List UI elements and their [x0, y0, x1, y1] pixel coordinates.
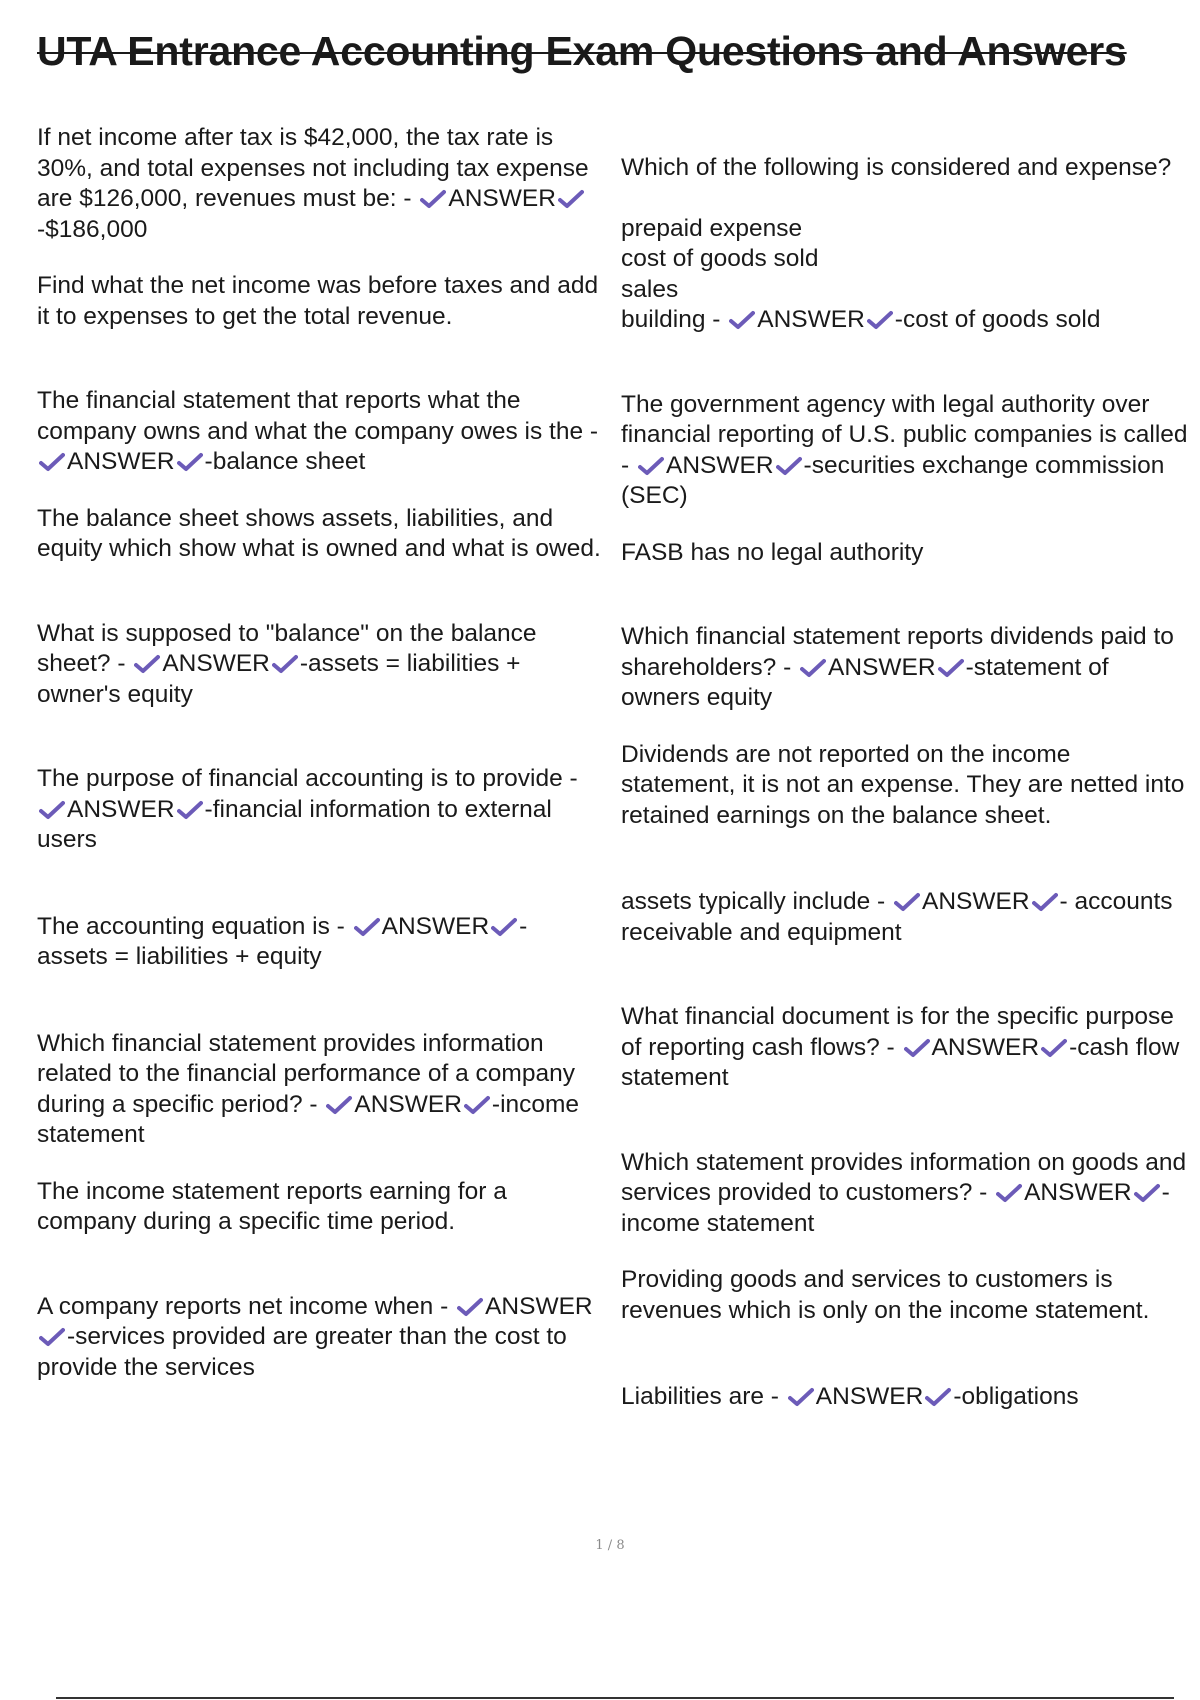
answer-text: -obligations: [953, 1383, 1079, 1410]
answer-text: -balance sheet: [204, 448, 366, 475]
check-icon: [420, 189, 446, 209]
answer-label: ANSWER: [67, 448, 175, 475]
question-text: Which of the following is considered and expense?: [621, 154, 1172, 181]
explanation-text: FASB has no legal authority: [621, 538, 924, 566]
check-icon: [177, 800, 203, 820]
question-text: The financial statement that reports what the company owns and what the company owes is the -: [37, 387, 599, 445]
check-icon: [800, 658, 826, 678]
check-icon: [894, 892, 920, 912]
qa-item: [37, 1029, 602, 1151]
answer-text: - assets = liabilities + equity: [37, 912, 528, 970]
qa-item: [37, 123, 602, 245]
question-text: Liabilities are -: [621, 1383, 779, 1410]
answer-label: ANSWER: [931, 1033, 1040, 1061]
qa-item: [37, 1292, 602, 1384]
question-text: What financial document is for the specific purpose of reporting cash flows? -: [621, 1003, 1174, 1061]
answer-label: ANSWER: [448, 185, 556, 212]
question-text: assets typically include -: [621, 888, 886, 915]
answer-label: ANSWER: [757, 306, 865, 333]
page-number: 1 / 8: [595, 1538, 625, 1553]
check-icon: [1134, 1183, 1160, 1203]
check-icon: [776, 456, 802, 476]
answer-text: -income statement: [37, 1090, 580, 1148]
question-text: The purpose of financial accounting is to provide -: [37, 765, 578, 792]
check-icon: [1041, 1038, 1067, 1058]
qa-item: [37, 386, 602, 478]
answer-label: ANSWER: [381, 912, 490, 940]
qa-item: [37, 764, 602, 856]
answer-text: -income statement: [621, 1179, 1170, 1237]
answer-label: ANSWER: [485, 1292, 593, 1320]
explanation-text: Find what the net income was before taxes and add it to expenses to get the total revenue.: [37, 272, 599, 330]
check-icon: [39, 800, 65, 820]
check-icon: [177, 452, 203, 472]
question-text: Which financial statement reports dividends paid to shareholders? -: [621, 623, 1174, 681]
check-icon: [464, 1095, 490, 1115]
check-icon: [1032, 892, 1058, 912]
qa-item: [37, 619, 602, 711]
check-icon: [39, 452, 65, 472]
answer-text: -financial information to external users: [37, 795, 552, 853]
answer-label: ANSWER: [354, 1090, 462, 1118]
option-item: building -: [621, 306, 721, 333]
explanation-text: The balance sheet shows assets, liabilities, and equity which show what is owned and what is owed.: [37, 504, 601, 562]
check-icon: [788, 1387, 814, 1407]
question-text: The government agency with legal authority over financial reporting of U.S. public companies is called -: [621, 390, 1188, 479]
answer-label: ANSWER: [921, 888, 1030, 915]
check-icon: [925, 1387, 951, 1407]
check-icon: [938, 658, 964, 678]
explanation-text: Providing goods and services to customers is revenues which is only on the income statement.: [621, 1266, 1150, 1324]
qa-item: [621, 622, 1191, 714]
check-icon: [996, 1183, 1022, 1203]
qa-item: [37, 912, 602, 973]
answer-text: - accounts receivable and equipment: [621, 888, 1173, 946]
answer-label: ANSWER: [1024, 1179, 1132, 1206]
answer-text: -cash flow statement: [621, 1033, 1180, 1091]
question-text: Which statement provides information on goods and services provided to customers? -: [621, 1148, 1187, 1206]
left-column: [37, 123, 602, 1383]
check-icon: [558, 189, 584, 209]
qa-item: [621, 1148, 1191, 1240]
answer-label: ANSWER: [67, 795, 175, 823]
option-item: sales: [621, 275, 679, 303]
question-text: The accounting equation is -: [37, 912, 345, 940]
right-column: [621, 123, 1191, 1413]
answer-text: -services provided are greater than the cost to provide the services: [37, 1323, 567, 1381]
answer-text: -securities exchange commission (SEC): [621, 451, 1165, 509]
qa-item: [621, 390, 1191, 512]
answer-label: ANSWER: [815, 1383, 924, 1410]
answer-text: -assets = liabilities + owner's equity: [37, 650, 521, 708]
answer-label: ANSWER: [665, 451, 774, 479]
qa-item: [621, 887, 1191, 948]
check-icon: [638, 456, 664, 476]
question-text: What is supposed to "balance" on the balance sheet? -: [37, 619, 537, 677]
answer-label: ANSWER: [828, 653, 936, 681]
answer-label: ANSWER: [162, 650, 270, 677]
explanation-text: The income statement reports earning for a company during a specific time period.: [37, 1177, 507, 1235]
qa-item: [621, 1002, 1191, 1094]
question-text: Which financial statement provides information related to the financial performance of a company during a specific period? -: [37, 1029, 575, 1118]
option-item: prepaid expense: [621, 214, 803, 242]
question-text: A company reports net income when -: [37, 1292, 449, 1320]
check-icon: [729, 310, 755, 330]
document-title: UTA Entrance Accounting Exam Questions and Answers: [37, 28, 1127, 74]
check-icon: [134, 654, 160, 674]
answer-text: -statement of owners equity: [621, 653, 1109, 711]
answer-text: -$186,000: [37, 215, 148, 243]
check-icon: [457, 1297, 483, 1317]
check-icon: [491, 917, 517, 937]
option-list: [621, 214, 1191, 336]
check-icon: [326, 1095, 352, 1115]
qa-item: [621, 1382, 1191, 1413]
explanation-text: Dividends are not reported on the income statement, it is not an expense. They are netted into retained earnings on the balance sheet.: [621, 740, 1185, 829]
check-icon: [867, 310, 893, 330]
question-text: If net income after tax is $42,000, the tax rate is 30%, and total expenses not including tax expense are $126,000, revenues must be: -: [37, 124, 589, 212]
check-icon: [272, 654, 298, 674]
check-icon: [354, 917, 380, 937]
qa-item: [621, 305, 1191, 336]
check-icon: [39, 1327, 65, 1347]
footer-divider: [56, 1697, 1174, 1699]
answer-text: -cost of goods sold: [894, 306, 1101, 333]
option-item: cost of goods sold: [621, 245, 819, 272]
check-icon: [904, 1038, 930, 1058]
